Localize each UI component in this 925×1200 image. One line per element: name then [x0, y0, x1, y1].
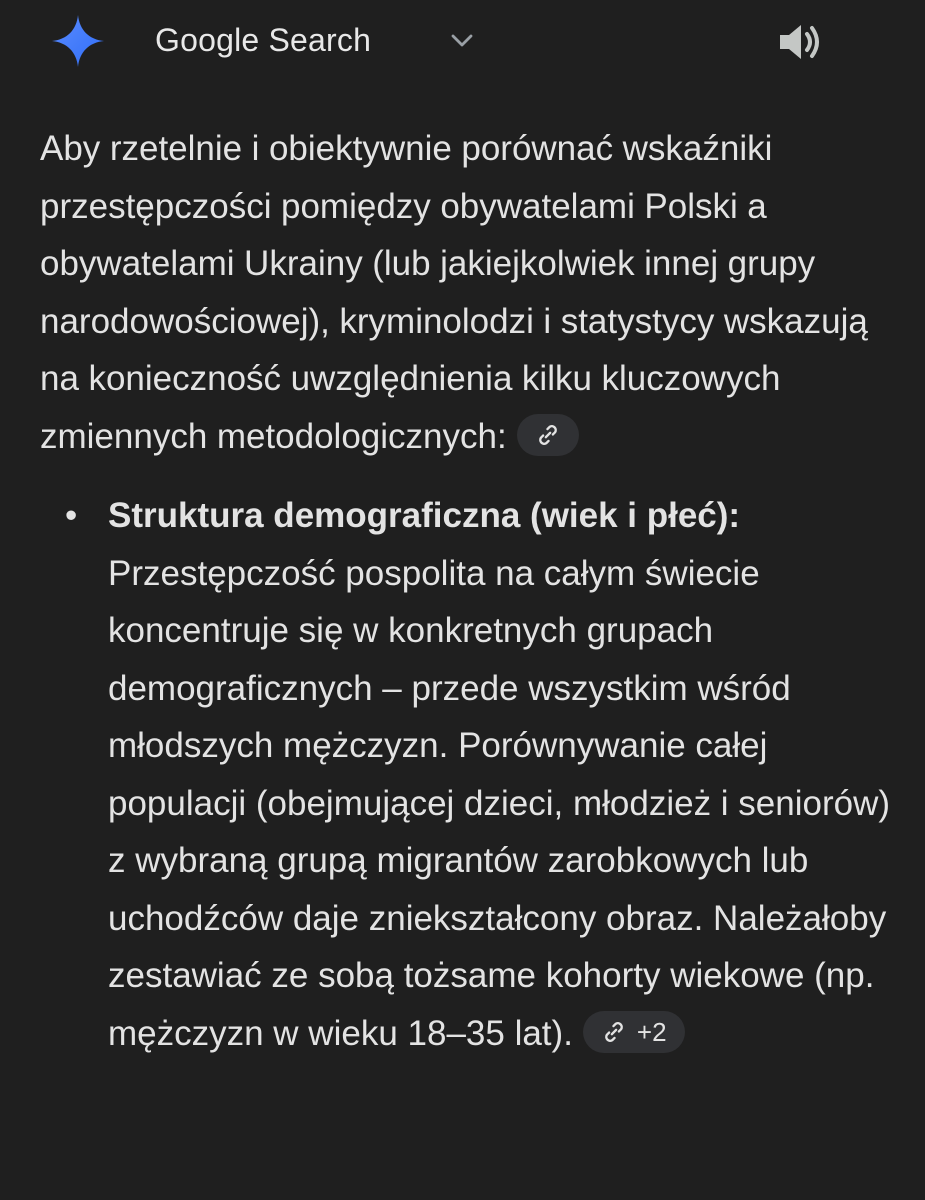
source-link-chip-multi[interactable]	[583, 1011, 685, 1053]
app-title: Google Search	[155, 22, 372, 58]
source-link-chip[interactable]	[517, 414, 579, 456]
bullet-list	[40, 487, 890, 1062]
bullet-body: Przestępczość pospolita na całym świecie koncentruje się w konkretnych grupach demograficznych – przede wszystkim wśród młodszych mężczyzn. Porównywanie całej populacji (obejmującej dzieci, młodzież i seniorów) z wybraną grupą migrantów zarobkowych lub uchodźców daje zniekształcony obraz. Należałoby zestawiać ze sobą tożsame kohorty wiekowe (np. mężczyzn w wieku 18–35 lat).	[108, 553, 891, 1053]
list-item	[40, 487, 890, 1062]
link-icon	[601, 1019, 627, 1045]
chevron-down-icon[interactable]	[448, 26, 476, 54]
intro-text: Aby rzetelnie i obiektywnie porównać wskaźniki przestępczości pomiędzy obywatelami Polski a obywatelami Ukrainy (lub jakiejkolwiek innej grupy narodowościowej), kryminolodzi i statystycy wskazują na konieczność uwzględnienia kilku kluczowych zmiennych metodologicznych:	[40, 129, 868, 456]
link-icon	[535, 422, 561, 448]
speaker-icon[interactable]	[776, 20, 824, 64]
intro-paragraph	[40, 120, 890, 465]
bullet-heading: Struktura demograficzna (wiek i płeć):	[108, 496, 741, 535]
response-content	[40, 120, 890, 1062]
source-count: +2	[636, 1017, 667, 1048]
gemini-spark-icon	[50, 13, 106, 69]
header	[0, 0, 925, 84]
bullet-dot: •	[65, 496, 78, 535]
